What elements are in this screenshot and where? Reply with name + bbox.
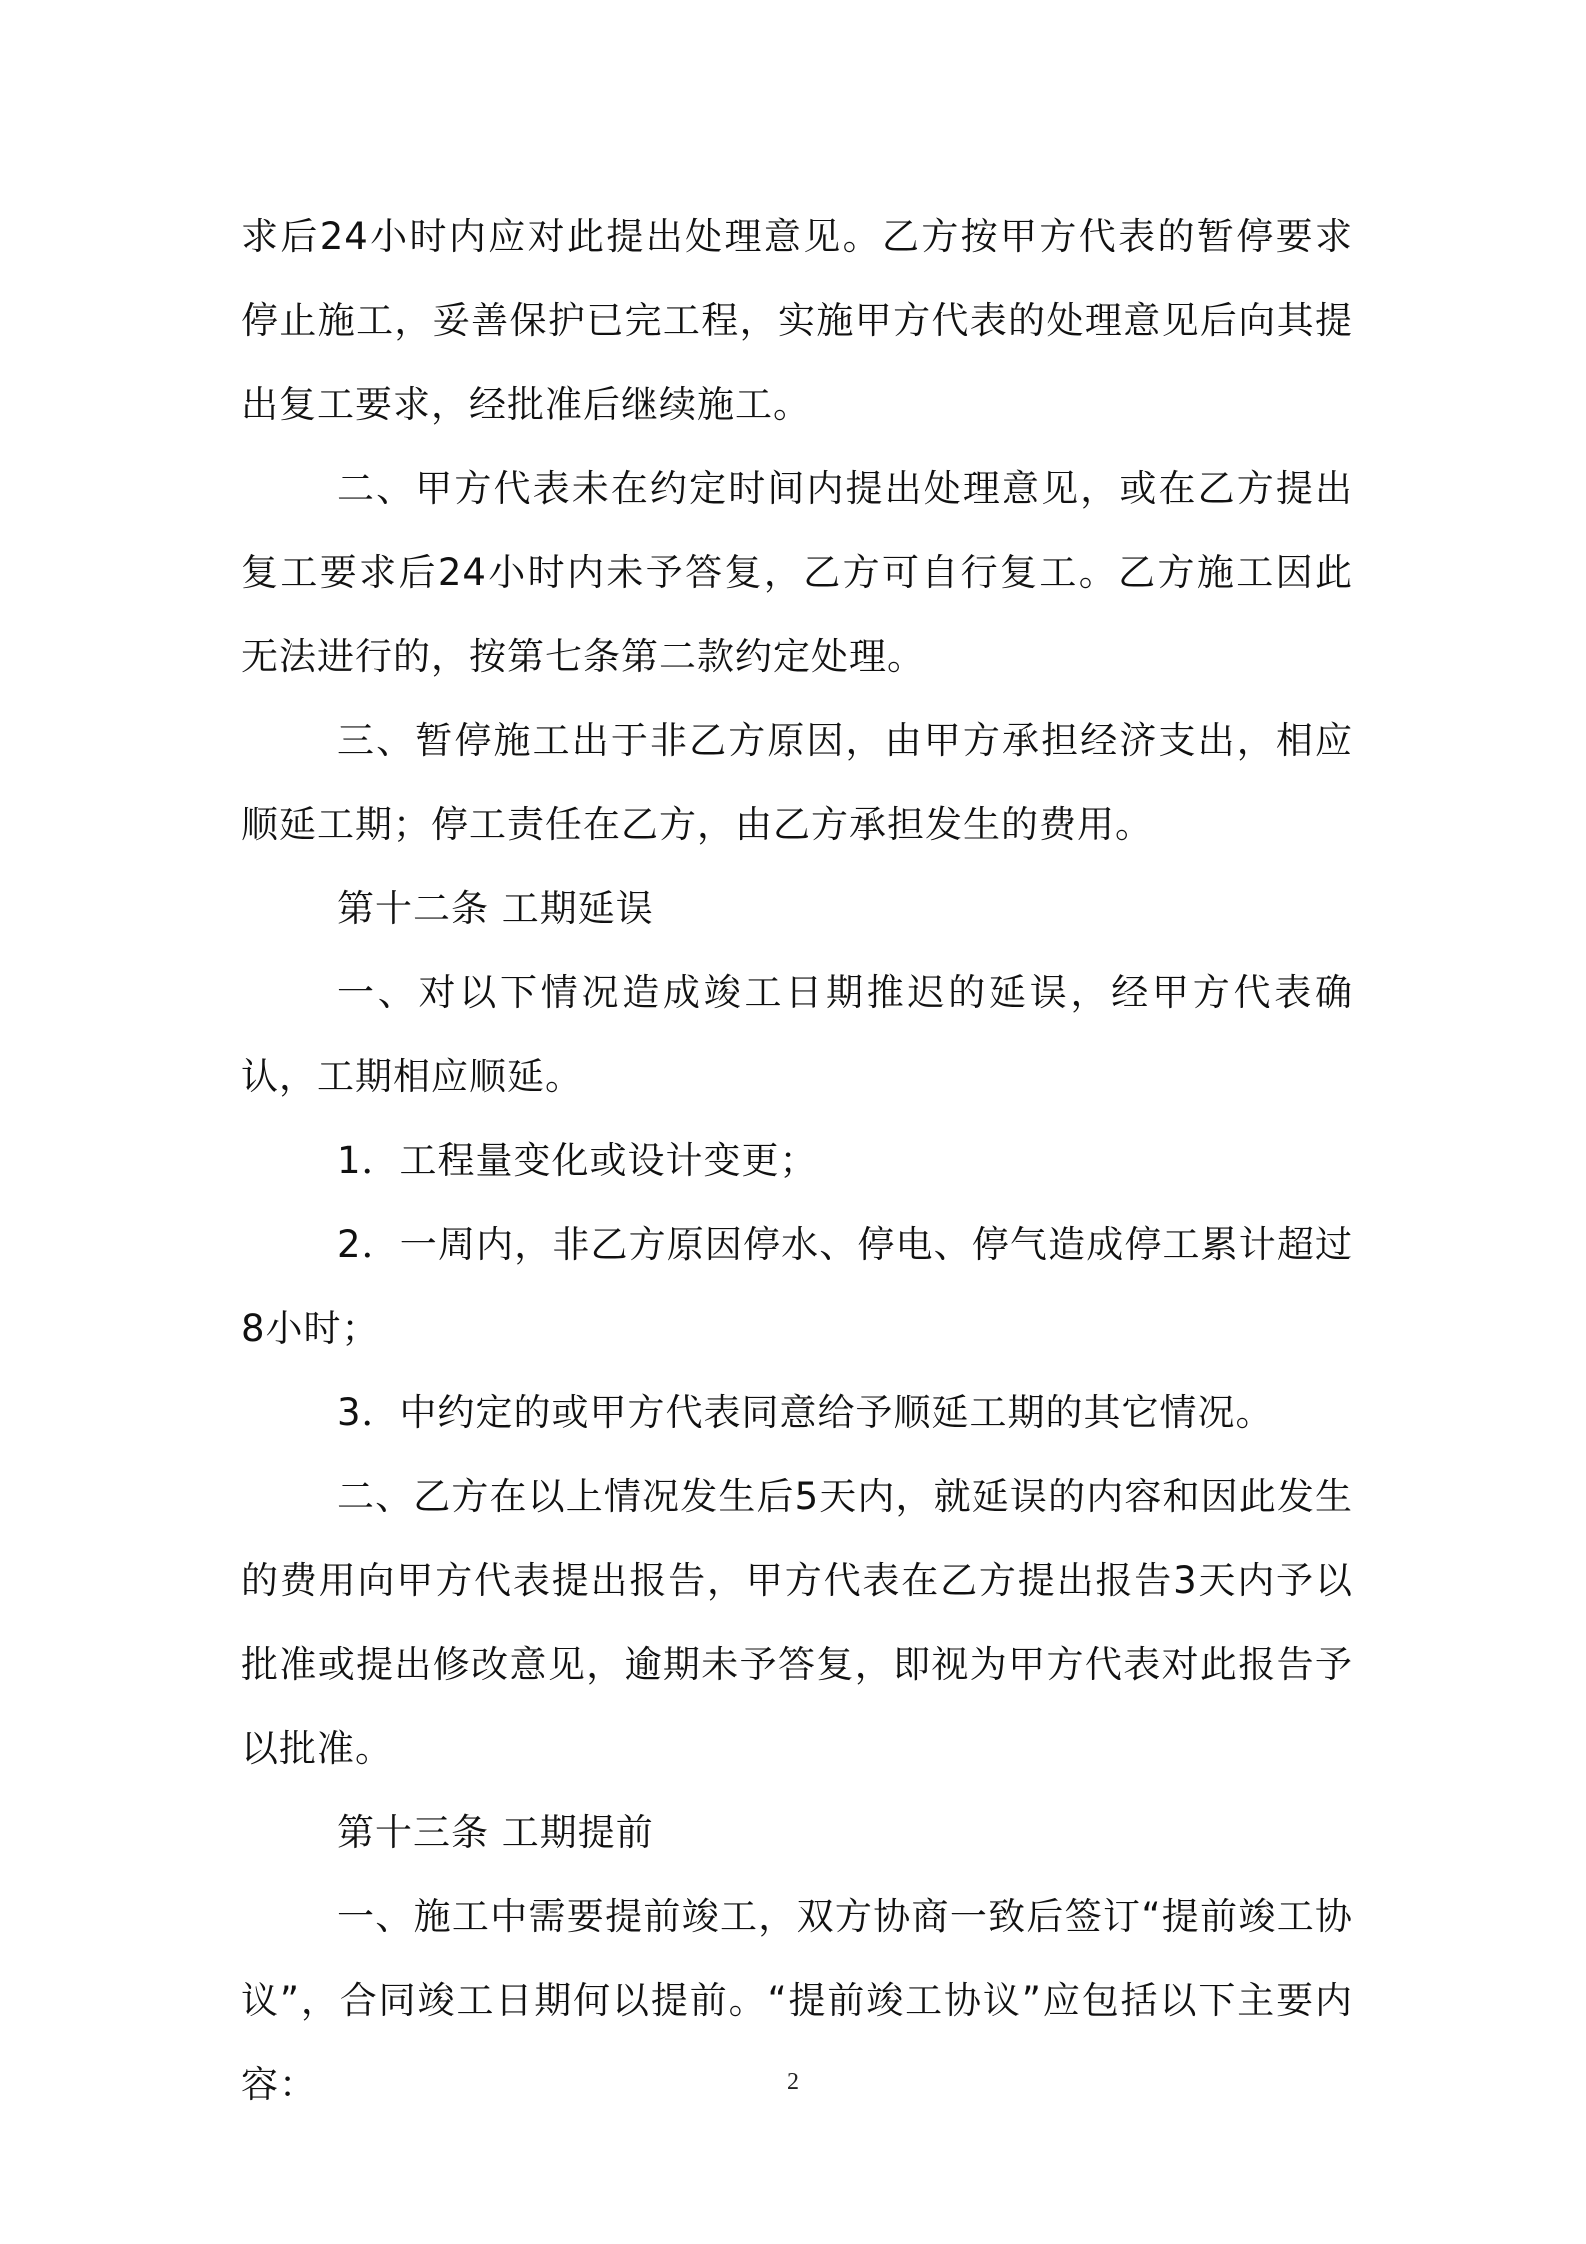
- paragraph-clause-3: 三、暂停施工出于非乙方原因，由甲方承担经济支出，相应顺延工期；停工责任在乙方，由乙方承担发生的费用。: [241, 719, 1353, 846]
- paragraph-article-13-clause-1: 一、施工中需要提前竣工，双方协商一致后签订“提前竣工协议”，合同竣工日期何以提前。“提前竣工协议”应包括以下主要内容：: [241, 1895, 1353, 2106]
- page-number: 2: [787, 2069, 799, 2095]
- section-heading-article-12: 第十二条 工期延误: [337, 887, 654, 930]
- paragraph-clause-2: 二、甲方代表未在约定时间内提出处理意见，或在乙方提出复工要求后24小时内未予答复，乙方可自行复工。乙方施工因此无法进行的，按第七条第二款约定处理。: [241, 467, 1353, 678]
- document-body: [241, 195, 1353, 2127]
- list-item-1: 1．工程量变化或设计变更；: [337, 1139, 818, 1182]
- list-item-3: 3．中约定的或甲方代表同意给予顺延工期的其它情况。: [337, 1391, 1274, 1434]
- list-item-2: 2．一周内，非乙方原因停水、停电、停气造成停工累计超过8小时；: [241, 1223, 1353, 1350]
- paragraph-article-12-clause-1: 一、对以下情况造成竣工日期推迟的延误，经甲方代表确认，工期相应顺延。: [241, 971, 1353, 1098]
- section-heading-article-13: 第十三条 工期提前: [337, 1811, 654, 1854]
- paragraph-article-12-clause-2: 二、乙方在以上情况发生后5天内，就延误的内容和因此发生的费用向甲方代表提出报告，甲方代表在乙方提出报告3天内予以批准或提出修改意见，逾期未予答复，即视为甲方代表对此报告予以批准。: [241, 1475, 1353, 1770]
- paragraph-continuation: 求后24小时内应对此提出处理意见。乙方按甲方代表的暂停要求停止施工，妥善保护已完工程，实施甲方代表的处理意见后向其提出复工要求，经批准后继续施工。: [241, 215, 1353, 426]
